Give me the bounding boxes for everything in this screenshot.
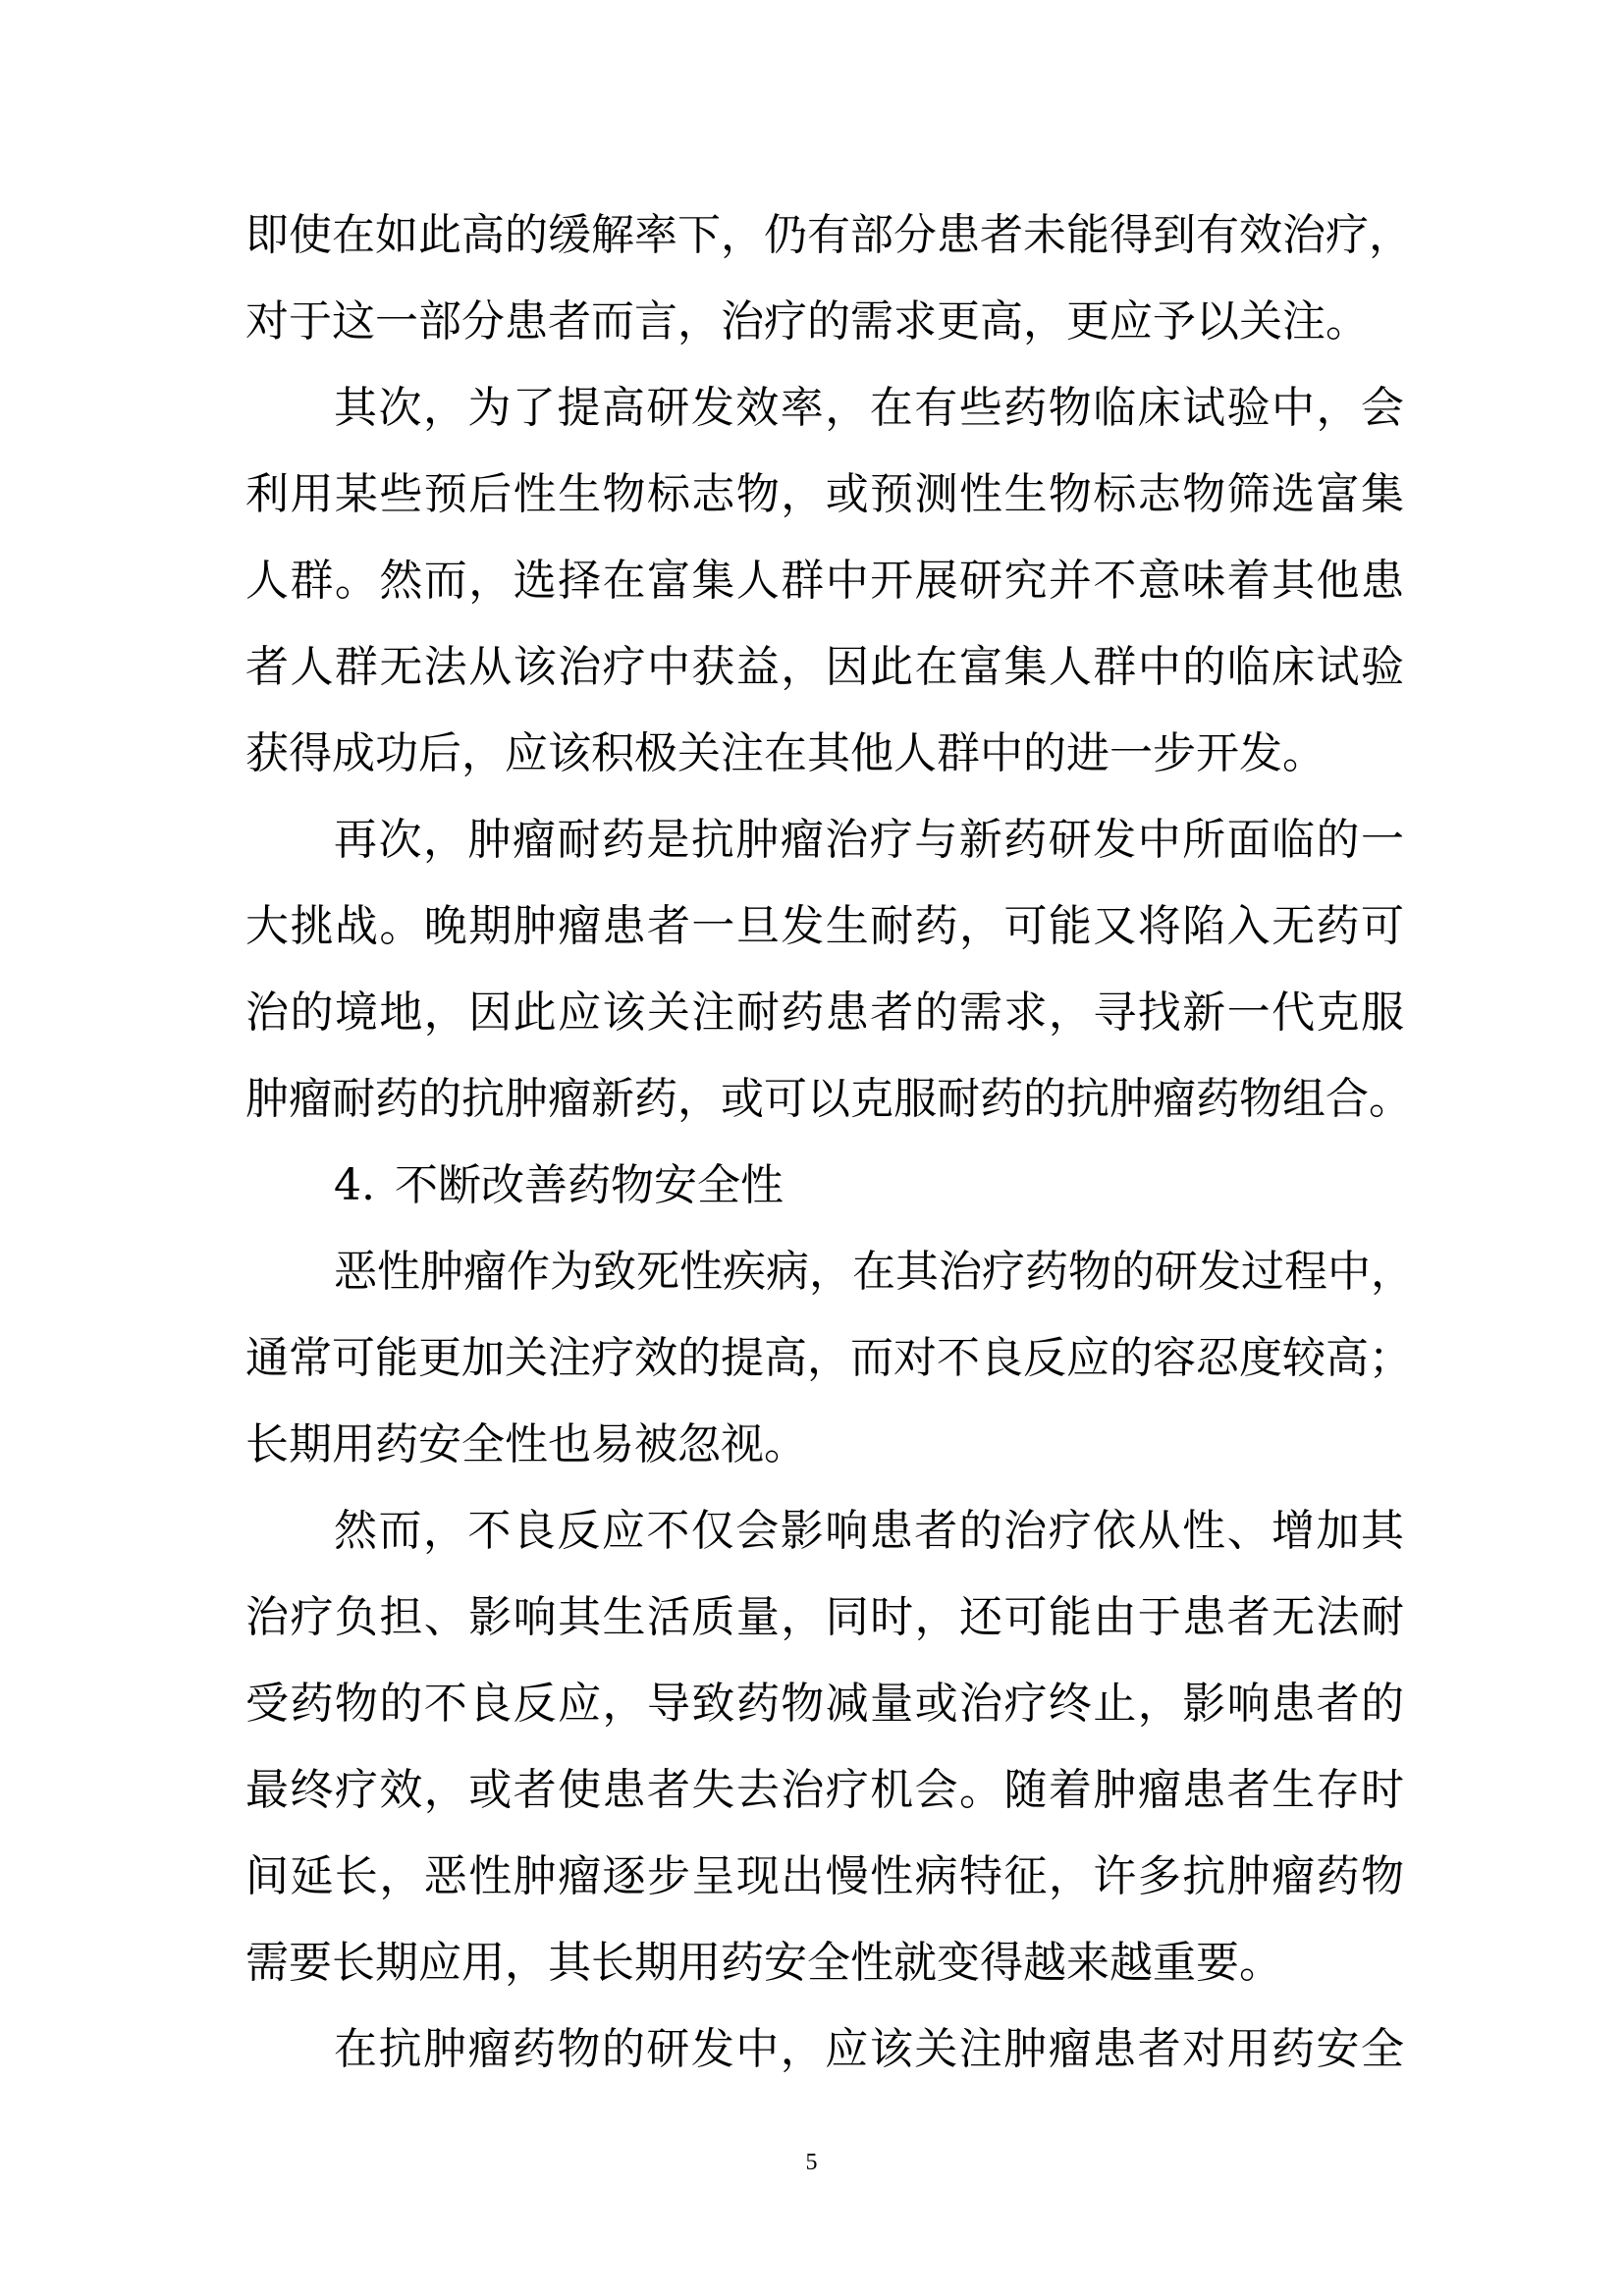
body-line: 者人群无法从该治疗中获益，因此在富集人群中的临床试验	[245, 642, 1404, 692]
paragraph-first-line: 其次，为了提高研发效率，在有些药物临床试验中，会	[334, 383, 1404, 433]
body-line: 即使在如此高的缓解率下，仍有部分患者未能得到有效治疗，	[245, 210, 1412, 260]
page-number: 5	[805, 2150, 818, 2175]
paragraph-first-line: 恶性肿瘤作为致死性疾病，在其治疗药物的研发过程中，	[334, 1247, 1414, 1297]
body-line: 治疗负担、影响其生活质量，同时，还可能由于患者无法耐	[245, 1592, 1404, 1642]
body-line: 人群。然而，选择在富集人群中开展研究并不意味着其他患	[245, 556, 1404, 606]
body-line: 长期用药安全性也易被忽视。	[245, 1419, 807, 1469]
body-line: 受药物的不良反应，导致药物减量或治疗终止，影响患者的	[245, 1679, 1404, 1729]
paragraph-first-line: 在抗肿瘤药物的研发中，应该关注肿瘤患者对用药安全	[334, 2024, 1404, 2074]
section-number: 4.	[334, 1160, 375, 1210]
body-line: 对于这一部分患者而言，治疗的需求更高，更应予以关注。	[245, 296, 1369, 347]
body-line: 需要长期应用，其长期用药安全性就变得越来越重要。	[245, 1938, 1282, 1988]
body-line: 利用某些预后性生物标志物，或预测性生物标志物筛选富集	[245, 469, 1404, 519]
section-title: 不断改善药物安全性	[395, 1160, 784, 1210]
paragraph-first-line: 再次，肿瘤耐药是抗肿瘤治疗与新药研发中所面临的一	[334, 815, 1404, 865]
body-line: 大挑战。晚期肿瘤患者一旦发生耐药，可能又将陷入无药可	[245, 901, 1404, 951]
section-heading	[334, 1156, 1021, 1215]
body-line: 肿瘤耐药的抗肿瘤新药，或可以克服耐药的抗肿瘤药物组合。	[245, 1074, 1412, 1124]
paragraph-first-line: 然而，不良反应不仅会影响患者的治疗依从性、增加其	[334, 1506, 1404, 1556]
body-line: 治的境地，因此应该关注耐药患者的需求，寻找新一代克服	[245, 988, 1404, 1038]
body-line: 获得成功后，应该积极关注在其他人群中的进一步开发。	[245, 728, 1325, 778]
body-line: 间延长，恶性肿瘤逐步呈现出慢性病特征，许多抗肿瘤药物	[245, 1851, 1404, 1901]
body-line: 最终疗效，或者使患者失去治疗机会。随着肿瘤患者生存时	[245, 1765, 1404, 1815]
body-line: 通常可能更加关注疗效的提高，而对不良反应的容忍度较高；	[245, 1333, 1412, 1383]
